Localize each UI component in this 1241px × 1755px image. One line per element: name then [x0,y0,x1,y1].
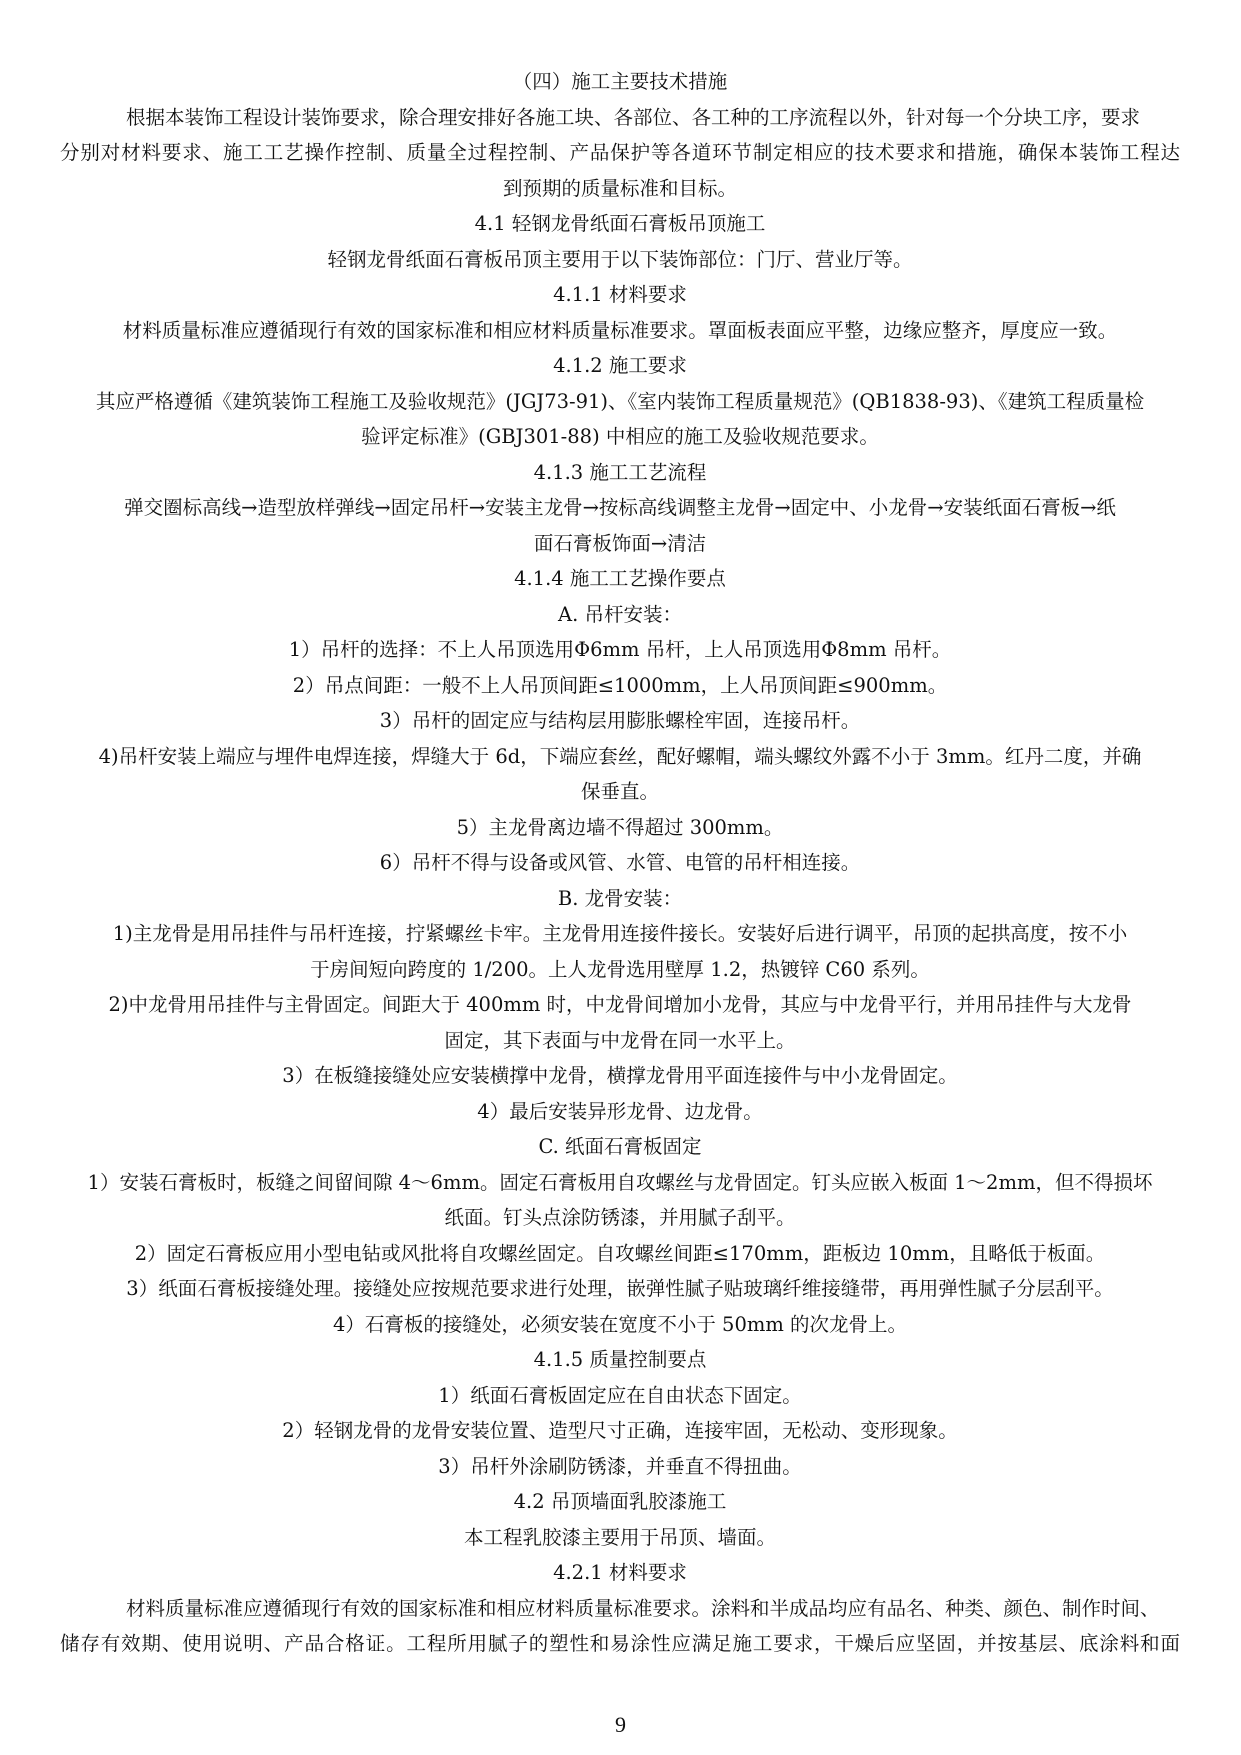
text-line: 本工程乳胶漆主要用于吊顶、墙面。 [463,1525,776,1549]
text-line: 到预期的质量标准和目标。 [502,176,737,200]
page-number: 9 [615,1712,626,1737]
text-line: 4.2 吊顶墙面乳胶漆施工 [513,1490,727,1513]
text-line: 5）主龙骨离边墙不得超过 300mm。 [456,815,784,839]
text-line: 固定，其下表面与中龙骨在同一水平上。 [444,1028,796,1052]
text-line: 4.1.5 质量控制要点 [533,1348,707,1371]
text-line: 1）吊杆的选择：不上人吊顶选用Φ6mm 吊杆，上人吊顶选用Φ8mm 吊杆。 [288,638,952,661]
text-line: 材料质量标准应遵循现行有效的国家标准和相应材料质量标准要求。罩面板表面应平整，边缘应整齐，厚度应一致。 [122,318,1118,342]
text-line: 于房间短向跨度的 1/200。上人龙骨选用壁厚 1.2，热镀锌 C60 系列。 [310,957,930,981]
text-line: A. 吊杆安装： [558,602,682,626]
text-line: 3）吊杆的固定应与结构层用膨胀螺栓牢固，连接吊杆。 [379,709,861,732]
text-line: 分别对材料要求、施工工艺操作控制、质量全过程控制、产品保护等各道环节制定相应的技术要求和措施，确保本装饰工程达 [60,141,1180,164]
text-line: 验评定标准》(GBJ301-88) 中相应的施工及验收规范要求。 [361,425,879,448]
text-line: 其应严格遵循《建筑装饰工程施工及验收规范》(JGJ73-91)、《室内装饰工程质量规范》(QB1838-93)、《建筑工程质量检 [95,389,1145,413]
text-line: 6）吊杆不得与设备或风管、水管、电管的吊杆相连接。 [379,851,861,874]
text-line: B. 龙骨安装： [557,886,683,910]
text-line: 4.1.4 施工工艺操作要点 [514,567,726,590]
text-line: 4.1 轻钢龙骨纸面石膏板吊顶施工 [474,212,766,235]
text-line: C. 纸面石膏板固定 [538,1135,702,1158]
text-line: 4）最后安装异形龙骨、边龙骨。 [477,1099,763,1123]
text-line: 2）吊点间距：一般不上人吊顶间距≤1000mm，上人吊顶间距≤900mm。 [292,673,948,697]
text-line: 材料质量标准应遵循现行有效的国家标准和相应材料质量标准要求。涂料和半成品均应有品名、种类、颜色、制作时间、 [126,1596,1160,1620]
document-body [60,64,1180,1662]
text-line: 储存有效期、使用说明、产品合格证。工程所用腻子的塑性和易涂性应满足施工要求，干燥后应坚固，并按基层、底涂料和面 [60,1632,1180,1655]
text-line: 3）吊杆外涂刷防锈漆，并垂直不得扭曲。 [438,1454,802,1478]
text-line: 纸面。钉头点涂防锈漆，并用腻子刮平。 [444,1206,796,1229]
text-line: 2)中龙骨用吊挂件与主骨固定。间距大于 400mm 时，中龙骨间增加小龙骨，其应与中龙骨平行，并用吊挂件与大龙骨 [108,993,1132,1016]
text-line: 面石膏板饰面→清洁 [533,531,707,555]
text-line: 3）纸面石膏板接缝处理。接缝处应按规范要求进行处理，嵌弹性腻子贴玻璃纤维接缝带，再用弹性腻子分层刮平。 [126,1277,1114,1300]
text-line: 2）固定石膏板应用小型电钻或风批将自攻螺丝固定。自攻螺丝间距≤170mm，距板边 10mm，且略低于板面。 [134,1241,1106,1265]
text-line: 4.1.1 材料要求 [553,283,687,306]
text-line: 4.1.2 施工要求 [553,354,687,377]
text-line: 2）轻钢龙骨的龙骨安装位置、造型尺寸正确，连接牢固，无松动、变形现象。 [282,1419,958,1442]
text-line: 1）纸面石膏板固定应在自由状态下固定。 [438,1383,802,1407]
text-line: 根据本装饰工程设计装饰要求，除合理安排好各施工块、各部位、各工种的工序流程以外，针对每一个分块工序，要求 [126,105,1141,129]
text-line: 弹交圈标高线→造型放样弹线→固定吊杆→安装主龙骨→按标高线调整主龙骨→固定中、小龙骨→安装纸面石膏板→纸 [124,496,1116,519]
text-line: （四）施工主要技术措施 [512,70,728,93]
text-line: 4)吊杆安装上端应与埋件电焊连接，焊缝大于 6d，下端应套丝，配好螺帽，端头螺纹外露不小于 3mm。红丹二度，并确 [98,744,1142,768]
text-line: 轻钢龙骨纸面石膏板吊顶主要用于以下装饰部位：门厅、营业厅等。 [327,247,913,271]
text-line: 4.1.3 施工工艺流程 [533,460,707,484]
text-line: 1)主龙骨是用吊挂件与吊杆连接，拧紧螺丝卡牢。主龙骨用连接件接长。安装好后进行调平，吊顶的起拱高度，按不小 [112,922,1128,945]
text-line: 4.2.1 材料要求 [553,1561,687,1584]
text-line: 3）在板缝接缝处应安装横撑中龙骨，横撑龙骨用平面连接件与中小龙骨固定。 [282,1064,958,1087]
text-line: 保垂直。 [580,780,659,803]
text-line: 1）安装石膏板时，板缝之间留间隙 4～6mm。固定石膏板用自攻螺丝与龙骨固定。钉头应嵌入板面 1～2mm，但不得损坏 [87,1170,1153,1194]
text-line: 4）石膏板的接缝处，必须安装在宽度不小于 50mm 的次龙骨上。 [332,1312,908,1336]
